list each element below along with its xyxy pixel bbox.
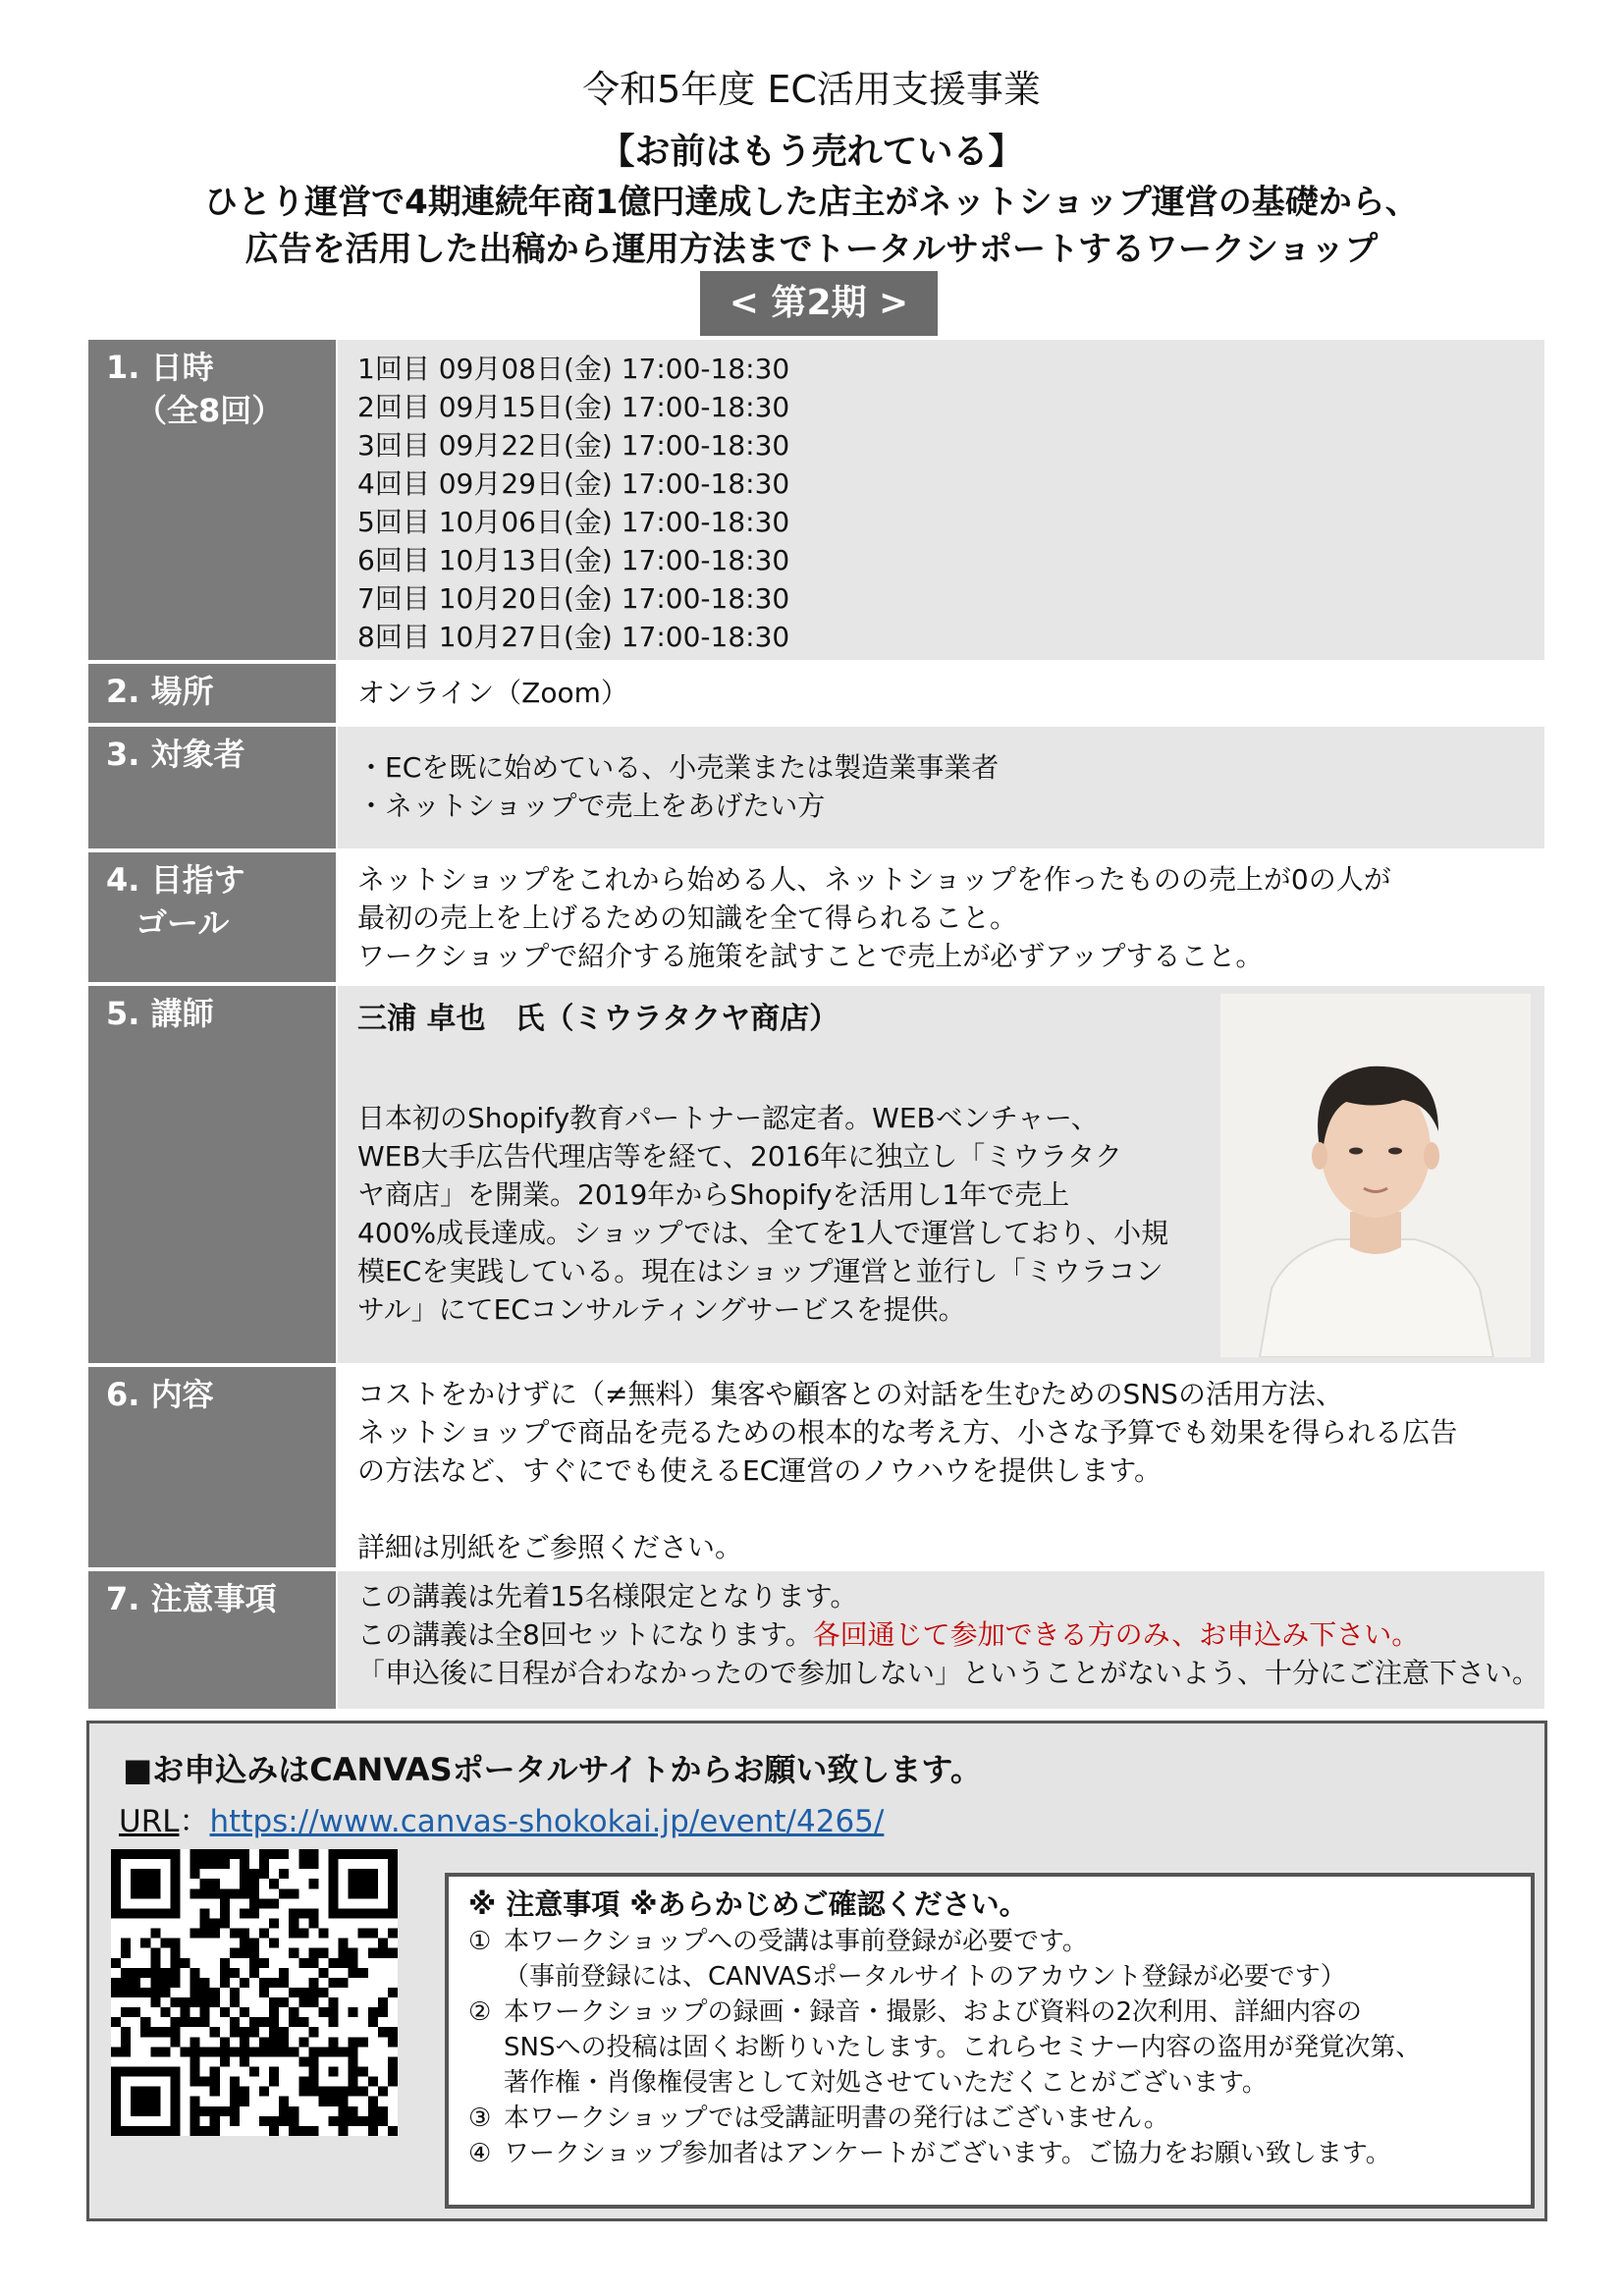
caution-line bbox=[357, 1615, 1544, 1654]
goal-line: ネットショップをこれから始める人、ネットショップを作ったものの売上が0の人が bbox=[357, 863, 1391, 896]
label-text: 1. 日時 bbox=[106, 349, 214, 386]
row-label-content: 6. 内容 bbox=[88, 1367, 336, 1567]
instructor-photo bbox=[1220, 994, 1531, 1357]
subtitle-line-1: ひとり運営で4期連続年商1億円達成した店主がネットショップ運営の基礎から、 bbox=[204, 183, 1419, 222]
application-box bbox=[86, 1721, 1547, 2221]
row-label-target: 3. 対象者 bbox=[88, 727, 336, 848]
note-number: ④ bbox=[468, 2139, 492, 2168]
row-caution bbox=[88, 1571, 1544, 1709]
instructor-bio bbox=[357, 1099, 1202, 1329]
row-datetime bbox=[88, 340, 1544, 660]
note-text: 本ワークショップでは受講証明書の発行はございません。 bbox=[504, 2104, 1169, 2133]
note-item bbox=[468, 2101, 1531, 2136]
bio-line: 400%成長達成。ショップでは、全てを1人で運営しており、小規 bbox=[357, 1217, 1169, 1249]
session-item: 1回目 09月08日(金) 17:00-18:30 bbox=[357, 353, 790, 385]
qr-code-icon bbox=[111, 1849, 398, 2136]
application-url-line bbox=[119, 1796, 884, 1840]
caution-line: 「申込後に日程が合わなかったので参加しない」ということがないよう、十分にご注意下さい。 bbox=[357, 1657, 1541, 1689]
content-note: 詳細は別紙をご参照ください。 bbox=[357, 1531, 743, 1563]
bio-line: 模ECを実践している。現在はショップ運営と並行し「ミウラコン bbox=[357, 1255, 1163, 1287]
url-colon: ： bbox=[179, 1804, 210, 1839]
photo-divider bbox=[1208, 986, 1211, 1363]
goal-line: ワークショップで紹介する施策を試すことで売上が必ずアップすること。 bbox=[357, 940, 1264, 972]
bio-line: サル」にてECコンサルティングサービスを提供。 bbox=[357, 1293, 966, 1326]
session-item: 2回目 09月15日(金) 17:00-18:30 bbox=[357, 391, 790, 423]
content-line: コストをかけずに（≠無料）集客や顧客との対話を生むためのSNSの活用方法、 bbox=[357, 1378, 1343, 1410]
venue-value: オンライン（Zoom） bbox=[338, 664, 1544, 723]
note-item bbox=[468, 2136, 1531, 2171]
program-title: 令和5年度 EC活用支援事業 bbox=[582, 68, 1041, 111]
subtitle-line-2: 広告を活用した出稿から運用方法までトータルサポートするワークショップ bbox=[244, 230, 1379, 269]
note-text: 本ワークショップの録画・録音・撮影、および資料の2次利用、詳細内容の bbox=[504, 1997, 1363, 2027]
qr-code[interactable] bbox=[111, 1849, 398, 2136]
notes-panel bbox=[445, 1873, 1535, 2209]
caution-line-text: この講義は全8回セットになります。 bbox=[357, 1618, 813, 1651]
instructor-name: 三浦 卓也 氏（ミウラタクヤ商店） bbox=[357, 1002, 839, 1036]
notes-title: ※ 注意事項 ※あらかじめご確認ください。 bbox=[468, 1887, 1028, 1921]
note-number: ③ bbox=[468, 2104, 492, 2133]
instructor-content bbox=[338, 986, 1544, 1363]
caution-line: この講義は先着15名様限定となります。 bbox=[357, 1580, 858, 1613]
period-badge: < 第2期 > bbox=[700, 271, 938, 336]
note-item bbox=[468, 1924, 1531, 1959]
application-title: ■お申込みはCANVASポータルサイトからお願い致します。 bbox=[123, 1751, 982, 1788]
caution-emphasis: 各回通じて参加できる方のみ、お申込み下さい。 bbox=[812, 1618, 1420, 1651]
target-item: ・ECを既に始めている、小売業または製造業事業者 bbox=[357, 751, 1000, 784]
content-line: ネットショップで商品を売るための根本的な考え方、小さな予算でも効果を得られる広告 bbox=[357, 1416, 1458, 1449]
session-item: 5回目 10月06日(金) 17:00-18:30 bbox=[357, 506, 790, 538]
label-text: 4. 目指す bbox=[106, 861, 245, 899]
row-target bbox=[88, 727, 1544, 848]
row-label-goal bbox=[88, 852, 336, 982]
row-label-venue: 2. 場所 bbox=[88, 664, 336, 723]
note-continuation: SNSへの投稿は固くお断りいたします。これらセミナー内容の盗用が発覚次第、 bbox=[504, 2033, 1422, 2062]
content-body bbox=[338, 1367, 1544, 1567]
note-number: ① bbox=[468, 1927, 492, 1956]
row-venue bbox=[88, 664, 1544, 723]
catchphrase: 【お前はもう売れている】 bbox=[599, 132, 1024, 172]
session-item: 8回目 10月27日(金) 17:00-18:30 bbox=[357, 621, 790, 653]
target-content bbox=[338, 727, 1544, 848]
portrait-illustration bbox=[1220, 994, 1531, 1357]
note-text: 本ワークショップへの受講は事前登録が必要です。 bbox=[504, 1927, 1088, 1956]
note-continuation: （事前登録には、CANVASポータルサイトのアカウント登録が必要です） bbox=[504, 1962, 1346, 1992]
bio-line: ヤ商店」を開業。2019年からShopifyを活用し1年で売上 bbox=[357, 1178, 1070, 1211]
label-subtext: （全8回） bbox=[135, 392, 284, 429]
datetime-content bbox=[338, 340, 1544, 660]
row-label-datetime bbox=[88, 340, 336, 660]
row-label-instructor: 5. 講師 bbox=[88, 986, 336, 1363]
note-number: ② bbox=[468, 1997, 492, 2027]
bio-line: 日本初のShopify教育パートナー認定者。WEBベンチャー、 bbox=[357, 1102, 1099, 1134]
row-goal bbox=[88, 852, 1544, 982]
session-item: 3回目 09月22日(金) 17:00-18:30 bbox=[357, 429, 790, 462]
target-item: ・ネットショップで売上をあげたい方 bbox=[357, 790, 826, 822]
row-content bbox=[88, 1367, 1544, 1567]
row-instructor bbox=[88, 986, 1544, 1363]
url-label: URL bbox=[119, 1804, 180, 1839]
row-label-caution: 7. 注意事項 bbox=[88, 1571, 336, 1709]
session-item: 7回目 10月20日(金) 17:00-18:30 bbox=[357, 582, 790, 615]
caution-content bbox=[338, 1571, 1544, 1709]
bio-line: WEB大手広告代理店等を経て、2016年に独立し「ミウラタク bbox=[357, 1140, 1123, 1173]
goal-line: 最初の売上を上げるための知識を全て得られること。 bbox=[357, 902, 1018, 934]
goal-content bbox=[338, 852, 1544, 982]
note-text: ワークショップ参加者はアンケートがございます。ご協力をお願い致します。 bbox=[504, 2139, 1391, 2168]
note-item bbox=[468, 1995, 1531, 2030]
session-item: 6回目 10月13日(金) 17:00-18:30 bbox=[357, 544, 790, 576]
event-url-link[interactable]: https://www.canvas-shokokai.jp/event/4265/ bbox=[209, 1804, 885, 1839]
session-item: 4回目 09月29日(金) 17:00-18:30 bbox=[357, 467, 790, 500]
content-line: の方法など、すぐにでも使えるEC運営のノウハウを提供します。 bbox=[357, 1454, 1163, 1487]
note-continuation: 著作権・肖像権侵害として対処させていただくことがございます。 bbox=[504, 2068, 1268, 2098]
label-subtext: ゴール bbox=[135, 904, 230, 942]
